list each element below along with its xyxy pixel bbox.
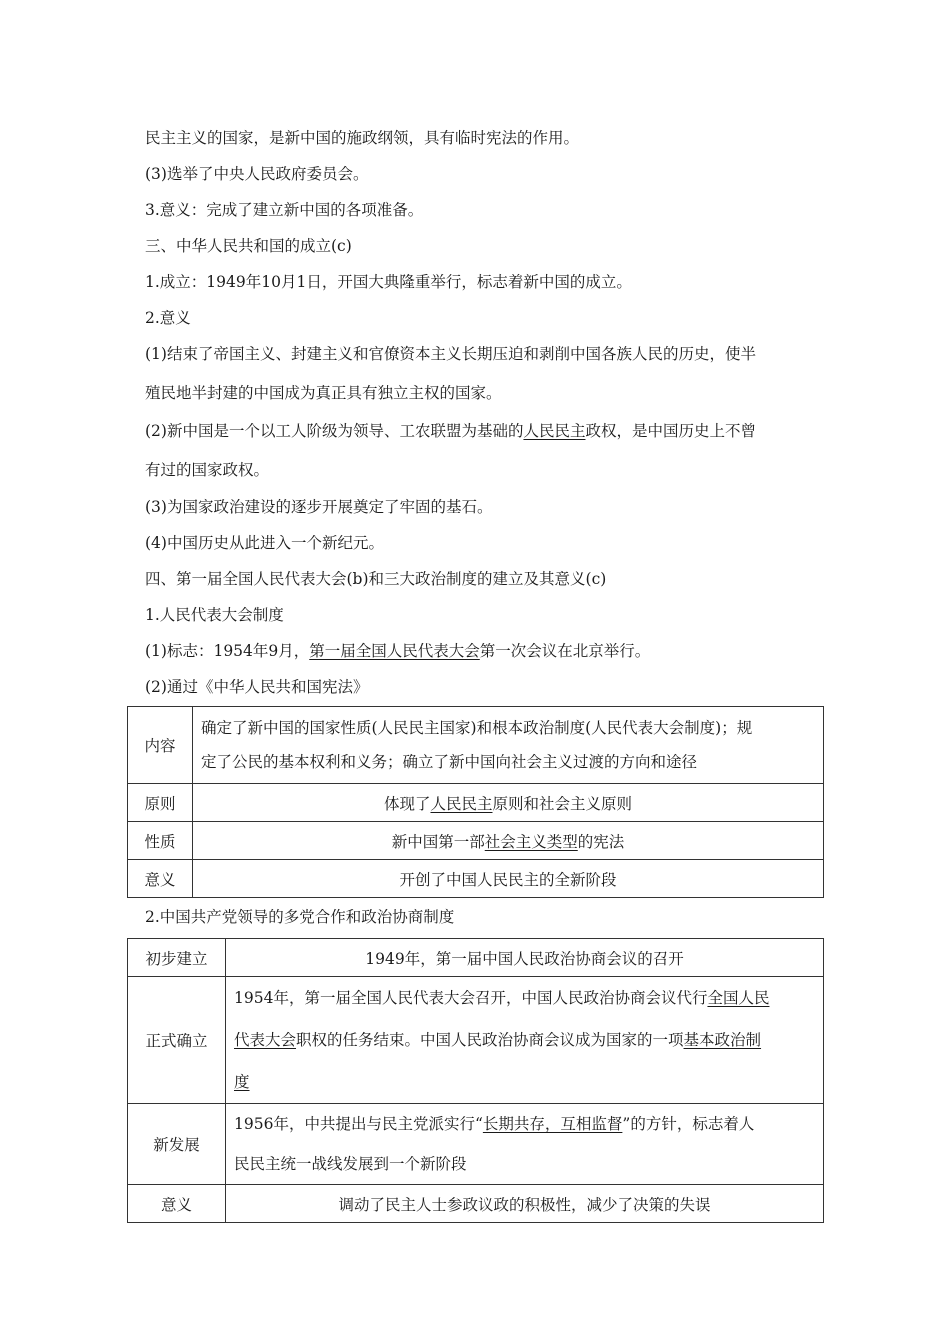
table-cell: [193, 822, 824, 860]
table-row-label: 新发展: [128, 1104, 226, 1185]
table-cell: 开创了中国人民民主的全新阶段: [193, 860, 824, 898]
paragraph-line: [145, 421, 756, 441]
paragraph-line: 1.成立：1949年10月1日，开国大典隆重举行，标志着新中国的成立。: [145, 273, 632, 291]
cell-line: 定了公民的基本权利和义务；确立了新中国向社会主义过渡的方向和途径: [201, 753, 698, 771]
underlined-term: 人民民主: [523, 422, 586, 440]
paragraph-line: 2.中国共产党领导的多党合作和政治协商制度: [145, 908, 455, 926]
table-cell: [193, 707, 824, 784]
cell-line: [226, 1061, 823, 1103]
paragraph-line: (2)通过《中华人民共和国宪法》: [145, 678, 369, 696]
text-segment: (1)标志：1954年9月，: [145, 642, 310, 660]
section-heading: 四、第一届全国人民代表大会(b)和三大政治制度的建立及其意义(c): [145, 570, 607, 588]
text-segment: 1954年，第一届全国人民代表大会召开，中国人民政治协商会议代行: [234, 989, 708, 1007]
constitution-table: [127, 706, 824, 898]
underlined-term: 人民民主: [430, 794, 493, 813]
table-cell: [226, 977, 824, 1104]
table-row-label: 原则: [128, 784, 193, 822]
cppcc-table: [127, 938, 824, 1223]
table-row-label: 正式确立: [128, 977, 226, 1104]
text-segment: 1956年，中共提出与民主党派实行“: [234, 1115, 483, 1133]
underlined-term: 基本政治制: [683, 1031, 762, 1049]
paragraph-line: (3)为国家政治建设的逐步开展奠定了牢固的基石。: [145, 498, 493, 516]
paragraph-line: 民主主义的国家，是新中国的施政纲领，具有临时宪法的作用。: [145, 129, 580, 147]
underlined-term: 社会主义类型: [484, 832, 578, 851]
paragraph-line: (3)选举了中央人民政府委员会。: [145, 165, 369, 183]
text-segment: (2)新中国是一个以工人阶级为领导、工农联盟为基础的: [145, 422, 524, 440]
text-segment: 第一次会议在北京举行。: [479, 642, 651, 660]
section-heading: 三、中华人民共和国的成立(c): [145, 237, 352, 255]
underlined-term: 长期共存，互相监督: [482, 1115, 623, 1133]
table-cell: [193, 784, 824, 822]
paragraph-line: (1)结束了帝国主义、封建主义和官僚资本主义长期压迫和剥削中国各族人民的历史，使半: [145, 345, 756, 363]
underlined-term: 度: [234, 1073, 250, 1091]
text-segment: ”的方针，标志着人: [622, 1115, 755, 1133]
table-row-label: 内容: [128, 707, 193, 784]
table-cell: 1949年，第一届中国人民政治协商会议的召开: [226, 939, 824, 977]
underlined-term: 全国人民: [707, 989, 770, 1007]
underlined-term: 第一届全国人民代表大会: [309, 642, 480, 660]
paragraph-line: (4)中国历史从此进入一个新纪元。: [145, 534, 384, 552]
table-row-label: 意义: [128, 1185, 226, 1223]
paragraph-line: 有过的国家政权。: [145, 461, 270, 479]
cell-line: 确定了新中国的国家性质(人民民主国家)和根本政治制度(人民代表大会制度)；规: [201, 719, 753, 737]
text-segment: 原则和社会主义原则: [492, 794, 633, 813]
paragraph-line: 3.意义：完成了建立新中国的各项准备。: [145, 201, 424, 219]
table-cell: [226, 1104, 824, 1185]
cell-line: [226, 1019, 823, 1061]
cell-line: 民民主统一战线发展到一个新阶段: [234, 1155, 467, 1173]
text-segment: 的宪法: [577, 832, 625, 851]
table-row-label: 性质: [128, 822, 193, 860]
table-row-label: 意义: [128, 860, 193, 898]
text-segment: 新中国第一部: [391, 832, 485, 851]
paragraph-line: [145, 641, 650, 661]
paragraph-line: 殖民地半封建的中国成为真正具有独立主权的国家。: [145, 384, 502, 402]
text-segment: 政权，是中国历史上不曾: [585, 422, 756, 440]
text-segment: 体现了: [383, 794, 431, 813]
table-row-label: 初步建立: [128, 939, 226, 977]
text-segment: 职权的任务结束。中国人民政治协商会议成为国家的一项: [296, 1031, 684, 1049]
table-cell: 调动了民主人士参政议政的积极性，减少了决策的失误: [226, 1185, 824, 1223]
paragraph-line: 1.人民代表大会制度: [145, 606, 284, 624]
paragraph-line: 2.意义: [145, 309, 191, 327]
underlined-term: 代表大会: [234, 1031, 297, 1049]
cell-line: [226, 977, 823, 1019]
cell-line: [226, 1104, 823, 1144]
